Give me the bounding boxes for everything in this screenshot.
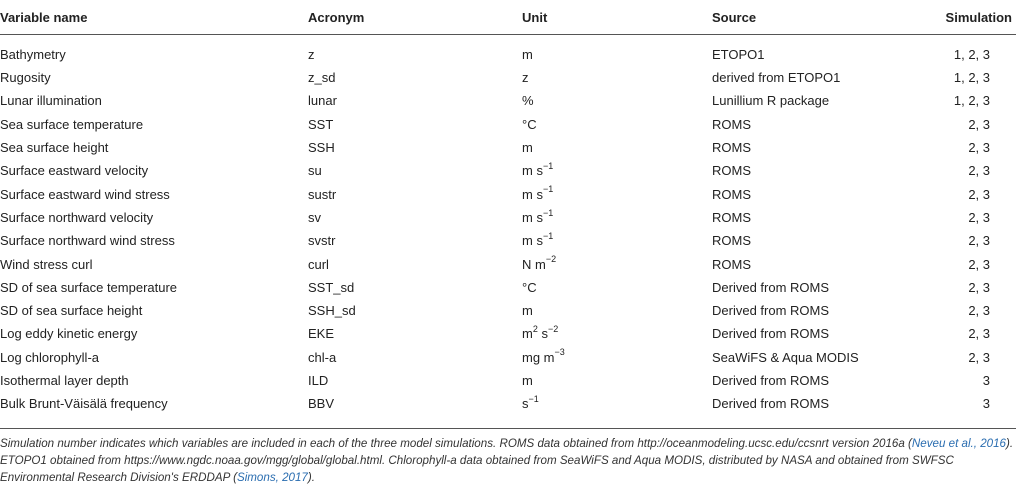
cell-unit xyxy=(522,299,712,322)
unit-exponent: −1 xyxy=(542,161,554,171)
cell-unit xyxy=(522,322,712,345)
unit-exponent: 2 xyxy=(532,324,538,335)
unit-exponent: −1 xyxy=(528,393,539,404)
cell-acronym: su xyxy=(308,163,322,179)
cell-source: ETOPO1 xyxy=(712,47,765,62)
cell-variable-name: SD of sea surface height xyxy=(0,303,143,319)
cell-acronym: lunar xyxy=(308,93,337,109)
cell-acronym: sv xyxy=(308,209,321,225)
cell-variable-name: Surface northward wind stress xyxy=(0,233,175,249)
unit-base: m xyxy=(522,326,533,342)
header-unit: Unit xyxy=(522,0,712,35)
unit-base: m xyxy=(522,303,533,319)
cell-simulation: 2, 3 xyxy=(968,349,990,365)
cell-variable-name: Bathymetry xyxy=(0,47,66,62)
cell-source: ROMS xyxy=(712,256,751,272)
cell-acronym: z_sd xyxy=(308,70,336,86)
cell-simulation: 2, 3 xyxy=(968,209,990,225)
cell-variable-name: SD of sea surface temperature xyxy=(0,279,178,295)
cell-unit xyxy=(522,229,712,252)
unit-base: mg m xyxy=(522,349,555,365)
cell-unit xyxy=(522,66,712,89)
cell-unit xyxy=(522,113,712,136)
unit-base: z xyxy=(522,70,529,86)
cell-unit xyxy=(522,182,712,205)
cell-variable-name: Lunar illumination xyxy=(0,93,102,109)
footnote-text-1: Simulation number indicates which variables are included in each of the three model simulations. ROMS data obtained from http://oceanmodeling.ucsc.edu/ccsnrt version 2016a ( xyxy=(0,437,912,450)
table-row xyxy=(0,369,1016,392)
cell-source: Derived from ROMS xyxy=(712,303,830,319)
cell-simulation: 2, 3 xyxy=(968,279,990,295)
cell-unit xyxy=(522,346,712,369)
unit-base: m s xyxy=(522,209,543,225)
cell-acronym: chl-a xyxy=(308,349,337,365)
footnote-reference-simons[interactable]: Simons, 2017 xyxy=(236,471,308,484)
cell-source: derived from ETOPO1 xyxy=(712,70,841,86)
cell-acronym: EKE xyxy=(308,326,335,342)
cell-variable-name: Isothermal layer depth xyxy=(0,373,129,388)
cell-source: ROMS xyxy=(712,163,751,179)
cell-source: ROMS xyxy=(712,186,751,202)
cell-acronym: BBV xyxy=(308,396,335,412)
cell-source: ROMS xyxy=(712,209,751,225)
cell-simulation: 1, 2, 3 xyxy=(953,70,990,86)
unit-base: m s xyxy=(522,233,543,249)
cell-simulation: 2, 3 xyxy=(968,303,990,319)
cell-simulation: 3 xyxy=(982,396,990,412)
cell-variable-name: Surface eastward velocity xyxy=(0,163,149,179)
cell-variable-name: Log chlorophyll-a xyxy=(0,349,100,365)
table-row xyxy=(0,206,1016,229)
cell-variable-name: Surface northward velocity xyxy=(0,209,154,225)
unit-exponent: −1 xyxy=(542,230,554,241)
cell-unit xyxy=(522,136,712,159)
unit-base: °C xyxy=(522,279,537,295)
table-row xyxy=(0,346,1016,369)
cell-source: ROMS xyxy=(712,140,751,156)
cell-source: Lunillium R package xyxy=(712,93,830,109)
table-bottom-rule xyxy=(0,428,1016,429)
cell-unit xyxy=(522,89,712,112)
cell-source: Derived from ROMS xyxy=(712,279,830,295)
cell-simulation: 2, 3 xyxy=(968,326,990,342)
header-simulation: Simulation xyxy=(918,0,1016,35)
table-row xyxy=(0,392,1016,415)
cell-acronym: svstr xyxy=(308,233,336,249)
unit-base: m s xyxy=(522,186,543,202)
table-body xyxy=(0,35,1016,416)
table-row xyxy=(0,299,1016,322)
cell-unit xyxy=(522,276,712,299)
table-row xyxy=(0,113,1016,136)
cell-source: SeaWiFS & Aqua MODIS xyxy=(712,349,859,365)
cell-source: Derived from ROMS xyxy=(712,396,830,412)
unit-tail: s xyxy=(537,326,548,342)
cell-source: Derived from ROMS xyxy=(712,373,830,388)
unit-exponent: −1 xyxy=(542,184,554,195)
cell-simulation: 1, 2, 3 xyxy=(953,47,990,62)
header-row xyxy=(0,0,1016,35)
footnote-text-3: ). xyxy=(307,471,315,484)
cell-source: Derived from ROMS xyxy=(712,326,830,342)
cell-unit xyxy=(522,252,712,275)
unit-base: s xyxy=(522,396,529,412)
table-row xyxy=(0,252,1016,275)
header-source: Source xyxy=(712,0,918,35)
cell-variable-name: Rugosity xyxy=(0,70,51,86)
cell-unit xyxy=(522,369,712,392)
table-row xyxy=(0,35,1016,67)
cell-acronym: SST_sd xyxy=(308,279,355,295)
footnote-text-2: ). ETOPO1 obtained from https://www.ngdc.noaa.gov/mgg/global/global.html. Chlorophyll-a data obtained from SeaWiFS and Aqua MODIS, distributed by NASA and obtained from SWFSC Environmental Research Division's ERDDAP ( xyxy=(0,437,1014,484)
header-acronym: Acronym xyxy=(308,0,522,35)
cell-unit xyxy=(522,392,712,415)
unit-base: m xyxy=(522,140,533,156)
cell-source: ROMS xyxy=(712,116,751,132)
cell-variable-name: Wind stress curl xyxy=(0,256,93,272)
unit-base: % xyxy=(522,93,534,109)
unit-base: °C xyxy=(522,116,537,132)
cell-simulation: 2, 3 xyxy=(968,256,990,272)
cell-variable-name: Log eddy kinetic energy xyxy=(0,326,138,342)
header-variable-name: Variable name xyxy=(0,0,308,35)
table-row xyxy=(0,136,1016,159)
cell-acronym: ILD xyxy=(308,373,329,388)
table-row xyxy=(0,66,1016,89)
cell-acronym: SSH_sd xyxy=(308,303,356,319)
unit-base: m xyxy=(522,47,533,62)
cell-simulation: 2, 3 xyxy=(968,140,990,156)
unit-exponent: −3 xyxy=(554,347,565,358)
cell-simulation: 1, 2, 3 xyxy=(953,93,990,109)
unit-exponent: −2 xyxy=(545,254,557,265)
unit-base: m xyxy=(522,373,533,388)
cell-simulation: 2, 3 xyxy=(968,163,990,179)
table-row xyxy=(0,182,1016,205)
table-row xyxy=(0,159,1016,182)
cell-acronym: SSH xyxy=(308,140,335,156)
cell-variable-name: Surface eastward wind stress xyxy=(0,186,170,202)
table-row xyxy=(0,89,1016,112)
cell-simulation: 2, 3 xyxy=(968,186,990,202)
table-footnote xyxy=(0,435,1016,486)
cell-unit xyxy=(522,206,712,229)
unit-base: m s xyxy=(522,163,543,179)
cell-source: ROMS xyxy=(712,233,751,249)
cell-acronym: curl xyxy=(308,256,329,272)
unit-exponent: −1 xyxy=(542,207,554,218)
footnote-reference-neveu[interactable]: Neveu et al., 2016 xyxy=(911,437,1006,450)
cell-simulation: 2, 3 xyxy=(968,116,990,132)
cell-unit xyxy=(522,35,712,67)
cell-variable-name: Sea surface height xyxy=(0,140,109,156)
cell-acronym: SST xyxy=(308,116,334,132)
table-row xyxy=(0,276,1016,299)
unit-exponent-2: −2 xyxy=(547,324,559,335)
table-row xyxy=(0,322,1016,345)
cell-simulation: 2, 3 xyxy=(968,233,990,249)
cell-simulation: 3 xyxy=(982,373,990,388)
table-row xyxy=(0,229,1016,252)
cell-acronym: z xyxy=(308,47,315,62)
cell-acronym: sustr xyxy=(308,186,337,202)
cell-unit xyxy=(522,159,712,182)
cell-variable-name: Sea surface temperature xyxy=(0,116,144,132)
unit-base: N m xyxy=(522,256,546,272)
cell-variable-name: Bulk Brunt-Väisälä frequency xyxy=(0,396,168,412)
